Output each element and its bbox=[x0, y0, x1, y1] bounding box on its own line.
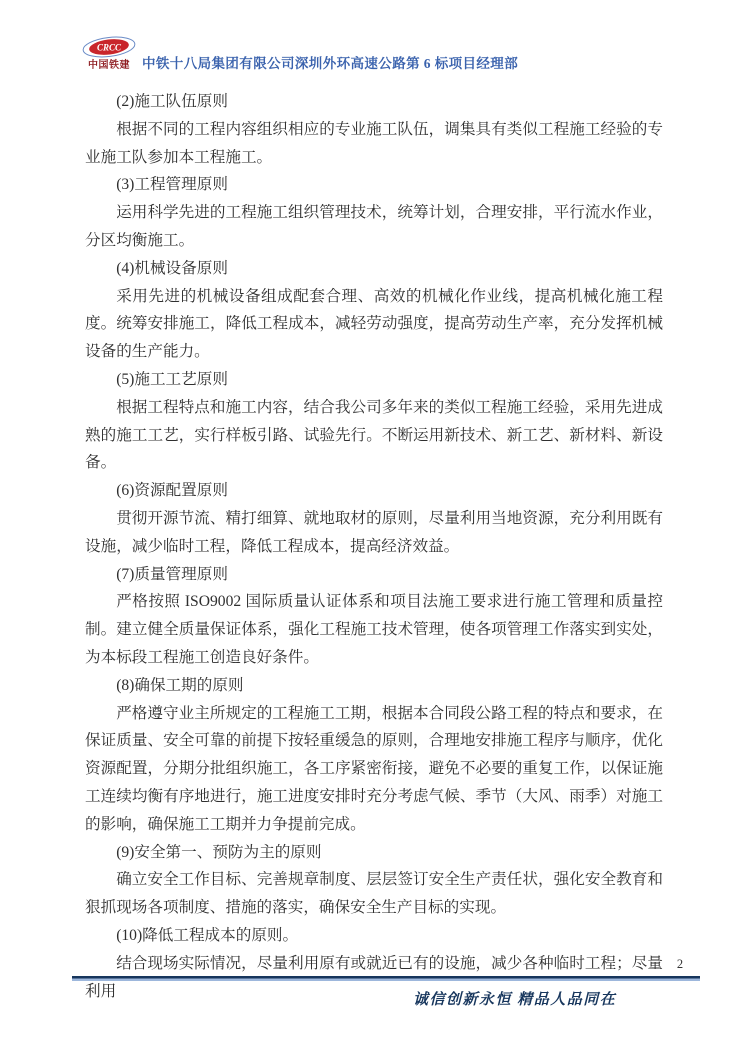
section-heading: (10)降低工程成本的原则。 bbox=[116, 926, 299, 944]
document-body bbox=[85, 88, 663, 1005]
header-title: 中铁十八局集团有限公司深圳外环高速公路第 6 标项目经理部 bbox=[142, 56, 519, 71]
paragraph: 结合现场实际情况，尽量利用原有或就近已有的设施，减少各种临时工程；尽量利用 bbox=[85, 954, 663, 1000]
crcc-logo bbox=[80, 34, 138, 72]
paragraph: 严格遵守业主所规定的工程施工工期，根据本合同段公路工程的特点和要求，在保证质量、安全可靠的前提下按轻重缓急的原则，合理地安排施工程序与顺序，优化资源配置，分期分批组织施工，各工序紧密衔接，避免不必要的重复工作，以保证施工连续均衡有序地进行，施工进度安排时充分考虑气候、季节（大风、雨季）对施工的影响，确保施工工期并力争提前完成。 bbox=[85, 704, 663, 833]
section-heading: (7)质量管理原则 bbox=[116, 565, 228, 583]
section-heading: (8)确保工期的原则 bbox=[116, 676, 244, 694]
page-header bbox=[80, 34, 518, 72]
paragraph: 严格按照 ISO9002 国际质量认证体系和项目法施工要求进行施工管理和质量控制。建立健全质量保证体系，强化工程施工技术管理，使各项管理工作落实到实处，为本标段工程施工创造良好条件。 bbox=[85, 593, 663, 666]
footer-slogan: 诚信创新永恒 精品人品同在 bbox=[413, 992, 617, 1008]
section-heading: (6)资源配置原则 bbox=[116, 482, 228, 500]
section-heading: (5)施工工艺原则 bbox=[116, 370, 228, 388]
section-heading: (4)机械设备原则 bbox=[116, 259, 228, 277]
logo-brand-text: 中国铁建 bbox=[88, 60, 130, 71]
section-heading: (2)施工队伍原则 bbox=[116, 93, 228, 110]
paragraph: 贯彻开源节流、精打细算、就地取材的原则，尽量利用当地资源，充分利用既有设施，减少临时工程，降低工程成本，提高经济效益。 bbox=[85, 509, 663, 555]
crcc-logo-icon bbox=[80, 34, 138, 60]
paragraph: 运用科学先进的工程施工组织管理技术，统筹计划，合理安排，平行流水作业，分区均衡施工。 bbox=[85, 204, 663, 249]
paragraph: 根据工程特点和施工内容，结合我公司多年来的类似工程施工经验，采用先进成熟的施工工艺，实行样板引路、试验先行。不断运用新技术、新工艺、新材料、新设备。 bbox=[85, 398, 663, 472]
paragraph: 根据不同的工程内容组织相应的专业施工队伍，调集具有类似工程施工经验的专业施工队参加本工程施工。 bbox=[85, 120, 663, 166]
section-heading: (9)安全第一、预防为主的原则 bbox=[116, 843, 322, 861]
paragraph: 采用先进的机械设备组成配套合理、高效的机械化作业线，提高机械化施工程度。统筹安排施工，降低工程成本，减轻劳动强度，提高劳动生产率，充分发挥机械设备的生产能力。 bbox=[85, 287, 663, 361]
paragraph: 确立安全工作目标、完善规章制度、层层签订安全生产责任状，强化安全教育和狠抓现场各项制度、措施的落实，确保安全生产目标的实现。 bbox=[85, 871, 663, 917]
page-number: 2 bbox=[676, 957, 684, 971]
crcc-logo-acronym: CRCC bbox=[96, 42, 122, 53]
section-heading: (3)工程管理原则 bbox=[116, 176, 228, 194]
footer-rule bbox=[72, 976, 700, 981]
